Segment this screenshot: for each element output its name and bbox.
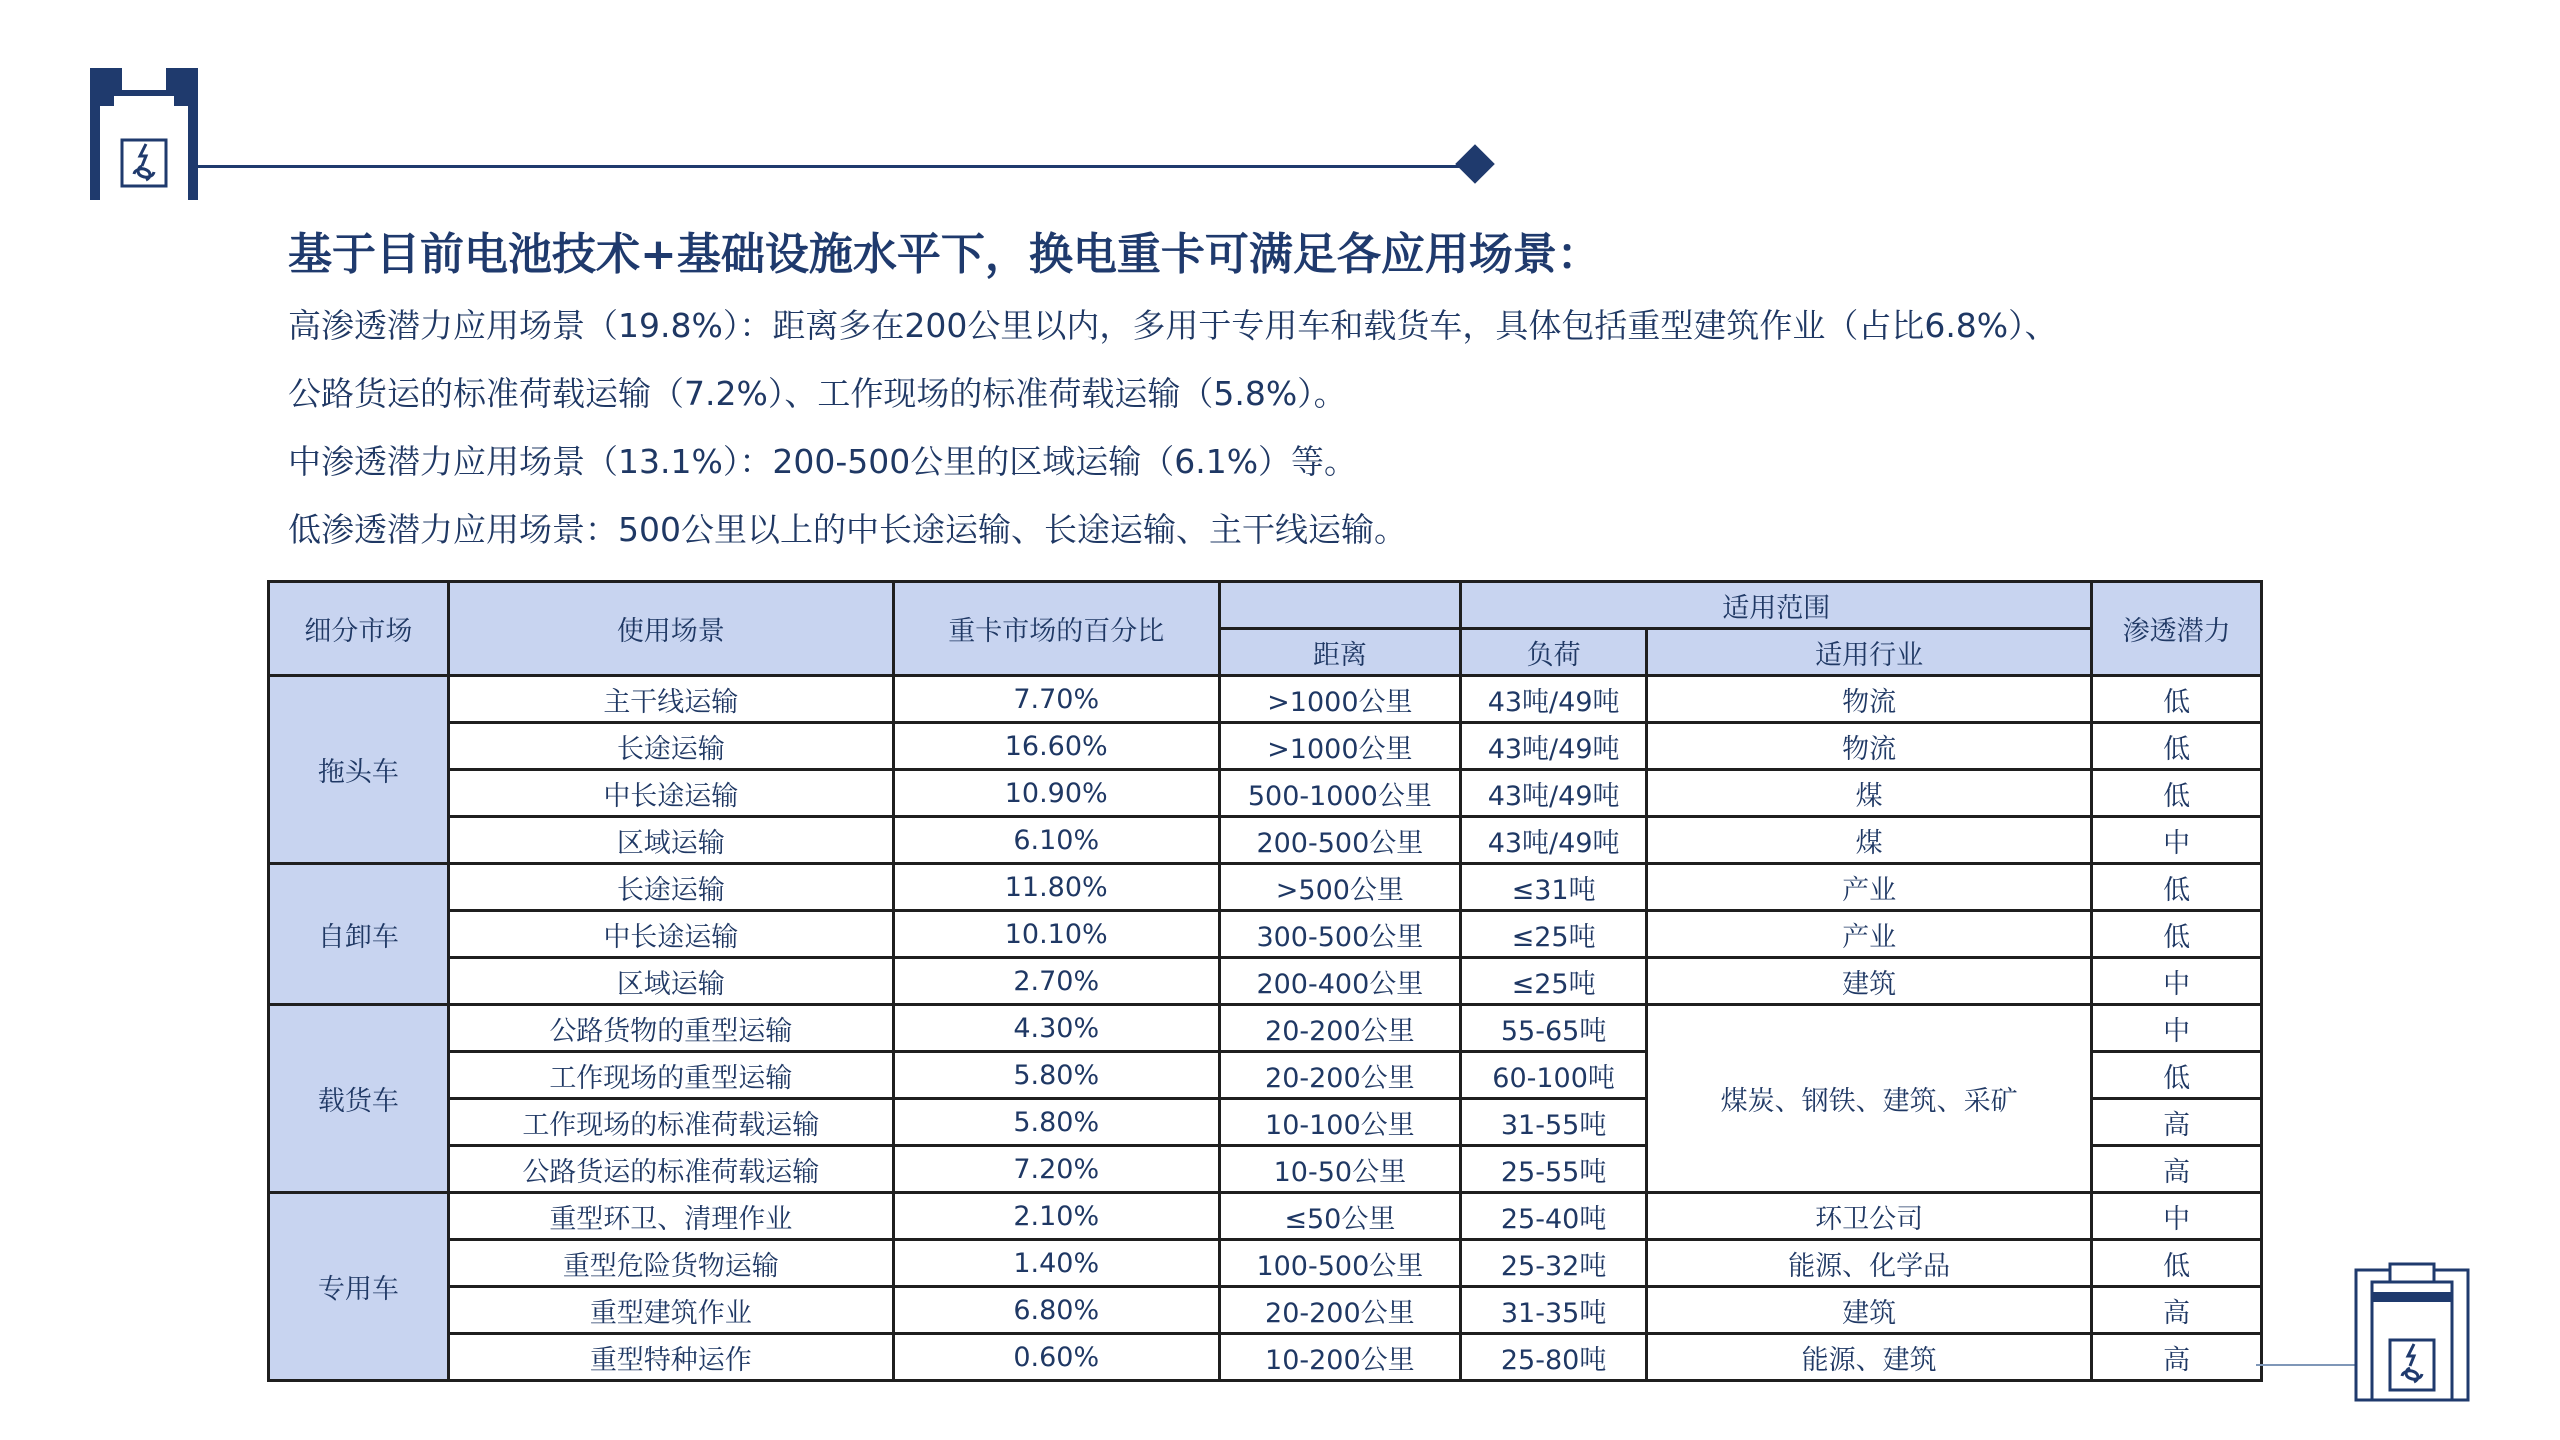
potential-cell: 低 [2092, 676, 2262, 723]
share-cell: 5.80% [893, 1052, 1219, 1099]
potential-cell: 低 [2092, 770, 2262, 817]
paragraph-high-potential: 高渗透潜力应用场景（19.8%）：距离多在200公里以内，多用于专用车和载货车，具体包括重型建筑作业（占比6.8%）、 [288, 306, 2058, 345]
table-row [269, 864, 2262, 911]
industry-cell: 建筑 [1646, 958, 2091, 1005]
scenario-cell: 工作现场的重型运输 [448, 1052, 893, 1099]
potential-cell: 低 [2092, 1052, 2262, 1099]
share-cell: 10.10% [893, 911, 1219, 958]
distance-cell: 200-500公里 [1219, 817, 1461, 864]
scenario-cell: 公路货物的重型运输 [448, 1005, 893, 1052]
industry-cell: 煤炭、钢铁、建筑、采矿 [1646, 1005, 2091, 1193]
share-cell: 11.80% [893, 864, 1219, 911]
potential-cell: 高 [2092, 1099, 2262, 1146]
table-row [269, 723, 2262, 770]
header-scope: 适用范围 [1461, 582, 2092, 629]
table-row [269, 1005, 2262, 1052]
scenario-cell: 长途运输 [448, 864, 893, 911]
footer-divider-line [2256, 1364, 2356, 1366]
distance-cell: >1000公里 [1219, 676, 1461, 723]
segment-cell: 自卸车 [269, 864, 449, 1005]
scenario-cell: 长途运输 [448, 723, 893, 770]
industry-cell: 煤 [1646, 817, 2091, 864]
table-row [269, 1193, 2262, 1240]
distance-cell: 10-100公里 [1219, 1099, 1461, 1146]
load-cell: 25-40吨 [1461, 1193, 1647, 1240]
header-segment: 细分市场 [269, 582, 449, 676]
share-cell: 6.10% [893, 817, 1219, 864]
scenario-cell: 重型环卫、清理作业 [448, 1193, 893, 1240]
paragraph-high-potential-cont: 公路货运的标准荷载运输（7.2%）、工作现场的标准荷载运输（5.8%）。 [288, 374, 1347, 413]
header-diamond-icon [1455, 144, 1495, 184]
table-row [269, 1334, 2262, 1381]
header-blank [1219, 582, 1461, 629]
load-cell: 25-55吨 [1461, 1146, 1647, 1193]
scenario-table [267, 580, 2263, 1382]
scenario-cell: 区域运输 [448, 958, 893, 1005]
potential-cell: 低 [2092, 911, 2262, 958]
potential-cell: 低 [2092, 864, 2262, 911]
potential-cell: 高 [2092, 1287, 2262, 1334]
load-cell: ≤31吨 [1461, 864, 1647, 911]
industry-cell: 建筑 [1646, 1287, 2091, 1334]
paragraph-low-potential: 低渗透潜力应用场景：500公里以上的中长途运输、长途运输、主干线运输。 [288, 510, 1407, 549]
paragraph-medium-potential: 中渗透潜力应用场景（13.1%）：200-500公里的区域运输（6.1%）等。 [288, 442, 1358, 481]
scenario-cell: 中长途运输 [448, 911, 893, 958]
header-scenario: 使用场景 [448, 582, 893, 676]
load-cell: 43吨/49吨 [1461, 676, 1647, 723]
potential-cell: 高 [2092, 1146, 2262, 1193]
potential-cell: 中 [2092, 1193, 2262, 1240]
industry-cell: 物流 [1646, 676, 2091, 723]
share-cell: 7.20% [893, 1146, 1219, 1193]
table-row [269, 911, 2262, 958]
battery-swap-logo-icon [90, 68, 198, 200]
share-cell: 1.40% [893, 1240, 1219, 1287]
distance-cell: 300-500公里 [1219, 911, 1461, 958]
distance-cell: 20-200公里 [1219, 1052, 1461, 1099]
header-load: 负荷 [1461, 629, 1647, 676]
battery-swap-outline-logo-icon [2354, 1262, 2470, 1402]
distance-cell: 10-50公里 [1219, 1146, 1461, 1193]
table-row [269, 676, 2262, 723]
load-cell: 43吨/49吨 [1461, 817, 1647, 864]
industry-cell: 物流 [1646, 723, 2091, 770]
load-cell: ≤25吨 [1461, 911, 1647, 958]
industry-cell: 能源、化学品 [1646, 1240, 2091, 1287]
segment-cell: 专用车 [269, 1193, 449, 1381]
load-cell: 25-80吨 [1461, 1334, 1647, 1381]
page-heading: 基于目前电池技术+基础设施水平下，换电重卡可满足各应用场景： [288, 229, 1601, 280]
share-cell: 2.70% [893, 958, 1219, 1005]
segment-cell: 拖头车 [269, 676, 449, 864]
scenario-cell: 区域运输 [448, 817, 893, 864]
share-cell: 7.70% [893, 676, 1219, 723]
table-row [269, 1240, 2262, 1287]
distance-cell: 10-200公里 [1219, 1334, 1461, 1381]
header-potential: 渗透潜力 [2092, 582, 2262, 676]
distance-cell: ≤50公里 [1219, 1193, 1461, 1240]
header-divider-line [198, 165, 1468, 168]
potential-cell: 中 [2092, 1005, 2262, 1052]
scenario-cell: 主干线运输 [448, 676, 893, 723]
table-row [269, 770, 2262, 817]
distance-cell: 100-500公里 [1219, 1240, 1461, 1287]
load-cell: 25-32吨 [1461, 1240, 1647, 1287]
segment-cell: 载货车 [269, 1005, 449, 1193]
share-cell: 10.90% [893, 770, 1219, 817]
distance-cell: 20-200公里 [1219, 1287, 1461, 1334]
load-cell: 60-100吨 [1461, 1052, 1647, 1099]
share-cell: 0.60% [893, 1334, 1219, 1381]
table-row [269, 817, 2262, 864]
distance-cell: 500-1000公里 [1219, 770, 1461, 817]
share-cell: 16.60% [893, 723, 1219, 770]
industry-cell: 能源、建筑 [1646, 1334, 2091, 1381]
scenario-cell: 重型危险货物运输 [448, 1240, 893, 1287]
industry-cell: 产业 [1646, 911, 2091, 958]
table-row [269, 958, 2262, 1005]
distance-cell: 200-400公里 [1219, 958, 1461, 1005]
load-cell: ≤25吨 [1461, 958, 1647, 1005]
load-cell: 55-65吨 [1461, 1005, 1647, 1052]
header-distance: 距离 [1219, 629, 1461, 676]
industry-cell: 煤 [1646, 770, 2091, 817]
share-cell: 6.80% [893, 1287, 1219, 1334]
potential-cell: 低 [2092, 1240, 2262, 1287]
share-cell: 5.80% [893, 1099, 1219, 1146]
potential-cell: 高 [2092, 1334, 2262, 1381]
industry-cell: 环卫公司 [1646, 1193, 2091, 1240]
header-industry: 适用行业 [1646, 629, 2091, 676]
load-cell: 31-55吨 [1461, 1099, 1647, 1146]
distance-cell: >500公里 [1219, 864, 1461, 911]
table-row [269, 1287, 2262, 1334]
share-cell: 4.30% [893, 1005, 1219, 1052]
scenario-cell: 重型建筑作业 [448, 1287, 893, 1334]
share-cell: 2.10% [893, 1193, 1219, 1240]
potential-cell: 中 [2092, 958, 2262, 1005]
scenario-cell: 重型特种运作 [448, 1334, 893, 1381]
load-cell: 31-35吨 [1461, 1287, 1647, 1334]
scenario-cell: 工作现场的标准荷载运输 [448, 1099, 893, 1146]
load-cell: 43吨/49吨 [1461, 770, 1647, 817]
load-cell: 43吨/49吨 [1461, 723, 1647, 770]
distance-cell: >1000公里 [1219, 723, 1461, 770]
scenario-cell: 中长途运输 [448, 770, 893, 817]
scenario-cell: 公路货运的标准荷载运输 [448, 1146, 893, 1193]
header-share: 重卡市场的百分比 [893, 582, 1219, 676]
industry-cell: 产业 [1646, 864, 2091, 911]
potential-cell: 低 [2092, 723, 2262, 770]
potential-cell: 中 [2092, 817, 2262, 864]
distance-cell: 20-200公里 [1219, 1005, 1461, 1052]
